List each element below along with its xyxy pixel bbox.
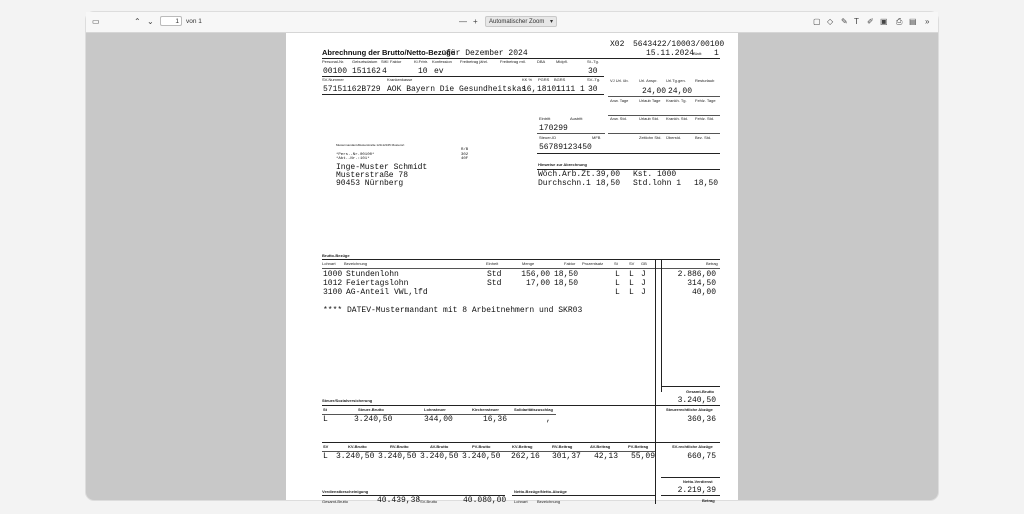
lohnart-label: Lohnart	[514, 499, 528, 504]
pdf-viewer-window	[86, 12, 938, 505]
urlaub-label: Zeitlohn Std.	[639, 135, 662, 140]
hdr2-value: AOK Bayern Die Gesundheitskas	[387, 85, 527, 94]
sheet-number: 1	[714, 49, 719, 58]
hinweise-label: Hinweise zur Abrechnung	[538, 162, 587, 167]
sheet-label: Blatt:	[693, 51, 703, 56]
row-sv: L	[629, 270, 634, 279]
row-betrag: 314,50	[687, 279, 716, 288]
code-line: *Abt.-Nr.:101*	[336, 157, 370, 161]
sv-value: L	[323, 452, 328, 461]
urlaub-label: Urlaub Tage	[639, 98, 661, 103]
column-header: PV-Beitrag	[628, 444, 649, 449]
pdf-page	[286, 33, 738, 505]
column-header: Prozentsatz	[582, 261, 604, 266]
hdr1-label: Ki.Frbtr.	[414, 59, 429, 64]
pdf-toolbar	[86, 12, 938, 33]
next-page-icon[interactable]: ⌄	[147, 17, 154, 26]
doc-title: Abrechnung der Brutto/Netto-Bezüge	[322, 48, 455, 57]
more-tools-icon[interactable]: »	[925, 17, 930, 26]
divider	[661, 477, 720, 478]
doc-ref: 5643422/10003/00100	[633, 40, 725, 49]
austritt-label: Austritt	[570, 116, 583, 121]
hdr2-label: KK %	[522, 77, 533, 82]
row-lohnart: 1012	[323, 279, 343, 288]
row-gb: J	[641, 270, 646, 279]
page-number-input[interactable]: 1	[160, 16, 182, 26]
code-line: 302	[461, 153, 469, 157]
divider	[512, 495, 655, 496]
divider	[661, 386, 720, 387]
sv-value: 3.240,50	[378, 452, 417, 461]
netto-label: Netto-Verdienst	[683, 479, 713, 484]
steuer-value: L	[323, 415, 328, 424]
hinweis-value: 18,50	[694, 179, 719, 188]
highlight-icon[interactable]: ✎	[841, 17, 848, 26]
sv-abzuege-value: 660,75	[687, 452, 716, 461]
urlaub-label: Url. Anspr.	[639, 78, 658, 83]
column-header: Menge	[522, 261, 535, 266]
hdr2-value: 18101	[537, 85, 562, 94]
column-header: AV-Brutto	[430, 444, 449, 449]
steuer-value: ,	[546, 415, 551, 424]
steuer-id-label: Steuer-ID	[539, 135, 557, 140]
row-bezeichnung: Stundenlohn	[346, 270, 399, 279]
verdienst-label: Verdienstbescheinigung	[322, 489, 369, 494]
sidebar-toggle-icon[interactable]: ▭	[92, 17, 100, 26]
code-line: R/B	[461, 148, 469, 152]
hdr2-value: 1111 1	[556, 85, 585, 94]
hdr1-label: St.-Tg.	[587, 59, 600, 64]
image-icon[interactable]: ▣	[880, 17, 888, 26]
hdr2-label: SV-Nummer	[322, 77, 344, 82]
urlaub-label: Krankh. Std.	[666, 116, 689, 121]
draw-icon[interactable]: ✐	[867, 17, 874, 26]
column-separator	[661, 259, 662, 392]
zoom-select-value: Automatischer Zoom	[489, 19, 545, 25]
zoom-out-button[interactable]: —	[459, 17, 467, 26]
sv-value: 42,13	[594, 452, 619, 461]
mfb-label: MFB	[592, 135, 601, 140]
hdr2-value: 57151162B729	[323, 85, 381, 94]
row-bezeichnung: AG-Anteil VWL,lfd	[346, 288, 428, 297]
hdr1-label: Geburtsdatum	[352, 59, 378, 64]
column-header: SV	[629, 261, 635, 266]
steuer-abzuege-value: 360,36	[687, 415, 716, 424]
sv-value: 3.240,50	[420, 452, 459, 461]
row-sv: L	[629, 279, 634, 288]
doc-code: X02	[610, 40, 625, 49]
chevron-down-icon: ▾	[549, 19, 553, 25]
brutto-title: Brutto-Bezüge	[322, 253, 350, 258]
row-st: L	[615, 279, 620, 288]
hdr2-value: 16,	[522, 85, 537, 94]
zoom-select[interactable]	[485, 16, 557, 27]
column-header: Kirchensteuer	[472, 407, 499, 412]
column-header: PV-Brutto	[472, 444, 491, 449]
urlaub-label: Überstd.	[666, 135, 682, 140]
hdr1-value: 00100	[323, 67, 348, 76]
sender-line: Mustermandant•Musterstraße 123•12345 Musterort	[336, 143, 405, 147]
gesamt-brutto2-label: Gesamt-Brutto	[322, 499, 349, 504]
column-header: SV	[323, 444, 329, 449]
hdr1-value: ev	[434, 67, 444, 76]
hdr1-label: Personal-Nr.	[322, 59, 345, 64]
divider	[537, 153, 720, 154]
steuer-abzuege-label: Steuerrechtliche Abzüge	[666, 407, 713, 412]
steuer-value: 344,00	[424, 415, 453, 424]
hdr2-label: SV.-Tg.	[587, 77, 601, 82]
hinweis-value: 1000	[657, 170, 677, 179]
urlaub-label: Urlaub Std.	[639, 116, 660, 121]
row-bezeichnung: Feiertagslohn	[346, 279, 409, 288]
sv-brutto-label: SV-Brutto	[420, 499, 438, 504]
column-header: Solidaritätszuschlag	[514, 407, 553, 412]
comment-icon[interactable]: ▢	[813, 17, 821, 26]
hinweis-value: 18,50	[596, 179, 621, 188]
address-line: Musterstraße 78	[336, 171, 409, 180]
save-icon[interactable]: ▤	[909, 17, 917, 26]
hdr1-value: 30	[588, 67, 598, 76]
urlaub-label: Krankh. Tg.	[666, 98, 687, 103]
doc-date: 15.11.2024	[646, 49, 695, 58]
column-header: Bezeichnung	[344, 261, 368, 266]
steuer-id-value: 56789123450	[539, 143, 592, 152]
row-gb: J	[641, 279, 646, 288]
column-header: Betrag	[706, 261, 718, 266]
urlaub-label: Anw. Std.	[610, 116, 627, 121]
divider	[537, 133, 605, 134]
sv-brutto-value: 40.080,00	[463, 496, 507, 505]
row-st: L	[615, 270, 620, 279]
print-icon[interactable]: ⎙	[896, 17, 903, 26]
column-header: RV-Beitrag	[552, 444, 573, 449]
hdr2-label: Krankenkasse	[387, 77, 413, 82]
note-line: **** DATEV-Mustermandant mit 8 Arbeitnehmern und SKR03	[323, 306, 583, 315]
row-faktor: 18,50	[553, 279, 578, 288]
column-header: AV-Beitrag	[590, 444, 611, 449]
code-line: *Pers.-Nr.00100*	[336, 153, 375, 157]
column-separator	[655, 259, 656, 504]
gesamt-brutto-value: 3.240,50	[677, 396, 716, 405]
hdr1-value: 151162	[352, 67, 381, 76]
row-gb: J	[641, 288, 646, 297]
divider	[322, 442, 720, 443]
hinweis-text: Std.lohn 1	[633, 179, 682, 188]
column-header: Faktor	[564, 261, 576, 266]
sv-value: 3.240,50	[462, 452, 501, 461]
row-menge: 156,00	[521, 270, 550, 279]
column-header: St	[614, 261, 618, 266]
row-betrag: 40,00	[691, 288, 716, 297]
hdr1-label: Freibetrag mtl.	[500, 59, 526, 64]
column-separator	[418, 495, 419, 500]
betrag-label: Betrag	[702, 498, 715, 503]
stamp-icon[interactable]: ◇	[827, 17, 834, 26]
urlaub-value: 24,00	[668, 87, 693, 96]
eintritt-label: Eintritt	[539, 116, 551, 121]
urlaub-value: 24,00	[642, 87, 667, 96]
divider	[661, 495, 720, 496]
urlaub-label: Fehlz. Tage	[695, 98, 716, 103]
row-sv: L	[629, 288, 634, 297]
hinweis-value: 39,00	[596, 170, 621, 179]
urlaub-label: Anw. Tage	[610, 98, 629, 103]
hdr1-label: Faktor	[390, 59, 402, 64]
hdr1-value: 4	[382, 67, 387, 76]
row-lohnart: 1000	[323, 270, 343, 279]
column-header: KV-Beitrag	[512, 444, 533, 449]
urlaub-label: VJ Url. üb.	[610, 78, 629, 83]
row-menge: 17,00	[525, 279, 550, 288]
column-header: Lohnsteuer	[424, 407, 446, 412]
netto-bezuege-label: Netto-Bezüge/Netto-Abzüge	[514, 489, 567, 494]
hdr1-label: Mldpfl.	[556, 59, 568, 64]
hdr1-value: 10	[418, 67, 428, 76]
address-line: Inge-Muster Schmidt	[336, 163, 428, 172]
column-header: St	[323, 407, 327, 412]
gesamt-brutto-label: Gesamt-Brutto	[686, 389, 715, 394]
gesamt-brutto2-value: 40.439,38	[377, 496, 421, 505]
urlaub-label: Url.Tg.gen.	[666, 78, 686, 83]
hdr2-value: 30	[588, 85, 598, 94]
divider	[322, 405, 720, 406]
hdr1-label: DBA	[537, 59, 546, 64]
divider	[608, 96, 720, 97]
steuer-section-title: Steuer/Sozialversicherung	[322, 398, 373, 403]
hdr2-label: BGRS	[554, 77, 566, 82]
row-betrag: 2.886,00	[677, 270, 716, 279]
hinweis-text: Durchschn.1	[538, 179, 591, 188]
netto-value: 2.219,39	[677, 486, 716, 495]
hdr1-label: StKl	[381, 59, 389, 64]
urlaub-label: Bez. Std.	[695, 135, 712, 140]
sv-abzuege-label: SV-rechtliche Abzüge	[672, 444, 713, 449]
urlaub-label: Fehlz. Std.	[695, 116, 715, 121]
sv-value: 262,16	[511, 452, 540, 461]
previous-page-icon[interactable]: ⌃	[134, 17, 141, 26]
hinweis-text: Wöch.Arb.Zt.	[538, 170, 596, 179]
steuer-value: 16,36	[483, 415, 508, 424]
hdr1-label: Konfession	[432, 59, 452, 64]
row-einheit: Std	[487, 270, 502, 279]
code-line: 40F	[461, 157, 469, 161]
steuer-value: 3.240,50	[354, 415, 393, 424]
sv-value: 3.240,50	[336, 452, 375, 461]
column-header: Steuer-Brutto	[358, 407, 384, 412]
bezeichnung-label: Bezeichnung	[537, 499, 561, 504]
column-header: GB	[641, 261, 647, 266]
sv-value: 301,37	[552, 452, 581, 461]
column-header: RV-Brutto	[390, 444, 409, 449]
column-header: Lohnart	[322, 261, 336, 266]
address-line: 90453 Nürnberg	[336, 179, 404, 188]
row-einheit: Std	[487, 279, 502, 288]
hdr2-label: PGRS	[538, 77, 550, 82]
divider	[322, 94, 604, 95]
doc-period: für Dezember 2024	[446, 49, 528, 58]
row-faktor: 18,50	[553, 270, 578, 279]
column-header: Einheit	[486, 261, 499, 266]
text-icon[interactable]: T	[854, 17, 859, 26]
page-count: von 1	[186, 18, 202, 25]
zoom-in-button[interactable]: +	[473, 17, 478, 26]
sv-value: 55,09	[631, 452, 656, 461]
row-lohnart: 3100	[323, 288, 343, 297]
eintritt-value: 170299	[539, 124, 568, 133]
hdr1-label: Freibetrag jährl.	[460, 59, 489, 64]
hinweis-text: Kst.	[633, 170, 653, 179]
column-header: KV-Brutto	[348, 444, 367, 449]
urlaub-label: Resturlaub	[695, 78, 715, 83]
row-st: L	[615, 288, 620, 297]
divider	[608, 133, 720, 134]
